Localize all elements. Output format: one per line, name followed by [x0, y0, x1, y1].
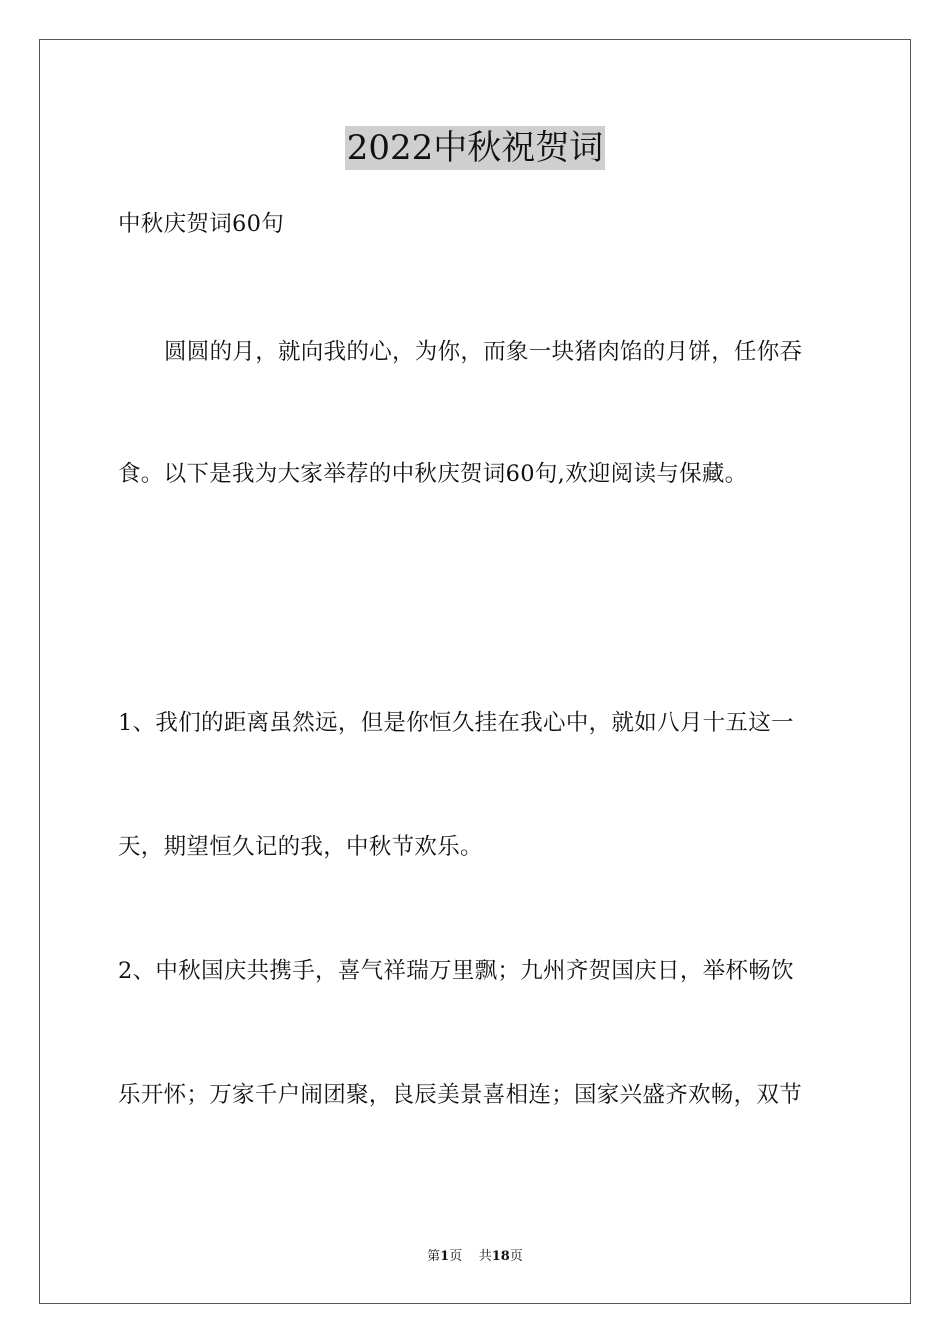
- paragraph-line: 天，期望恒久记的我，中秋节欢乐。: [118, 834, 483, 860]
- paragraph-line: 圆圆的月，就向我的心，为你，而象一块猪肉馅的月饼，任你吞: [164, 339, 803, 365]
- paragraph-line: 乐开怀；万家千户闹团聚，良辰美景喜相连；国家兴盛齐欢畅，双节: [118, 1082, 803, 1108]
- footer-page-number: 1: [440, 1249, 450, 1264]
- paragraph-line: 食。以下是我为大家举荐的中秋庆贺词60句,欢迎阅读与保藏。: [118, 461, 748, 487]
- footer-total-prefix: 共: [478, 1249, 492, 1264]
- paragraph-line: 1、我们的距离虽然远，但是你恒久挂在我心中，就如八月十五这一: [118, 710, 794, 736]
- footer-page-prefix: 第: [427, 1249, 441, 1264]
- page-footer: [0, 1248, 950, 1266]
- footer-page-suffix: 页: [449, 1249, 463, 1264]
- document-subtitle: 中秋庆贺词60句: [118, 211, 285, 237]
- paragraph-line: 2、中秋国庆共携手，喜气祥瑞万里飘；九州齐贺国庆日，举杯畅饮: [118, 958, 794, 984]
- title-container: [0, 126, 950, 170]
- footer-total-pages: 18: [491, 1249, 510, 1264]
- footer-total-suffix: 页: [509, 1249, 523, 1264]
- document-title: 2022中秋祝贺词: [346, 128, 604, 168]
